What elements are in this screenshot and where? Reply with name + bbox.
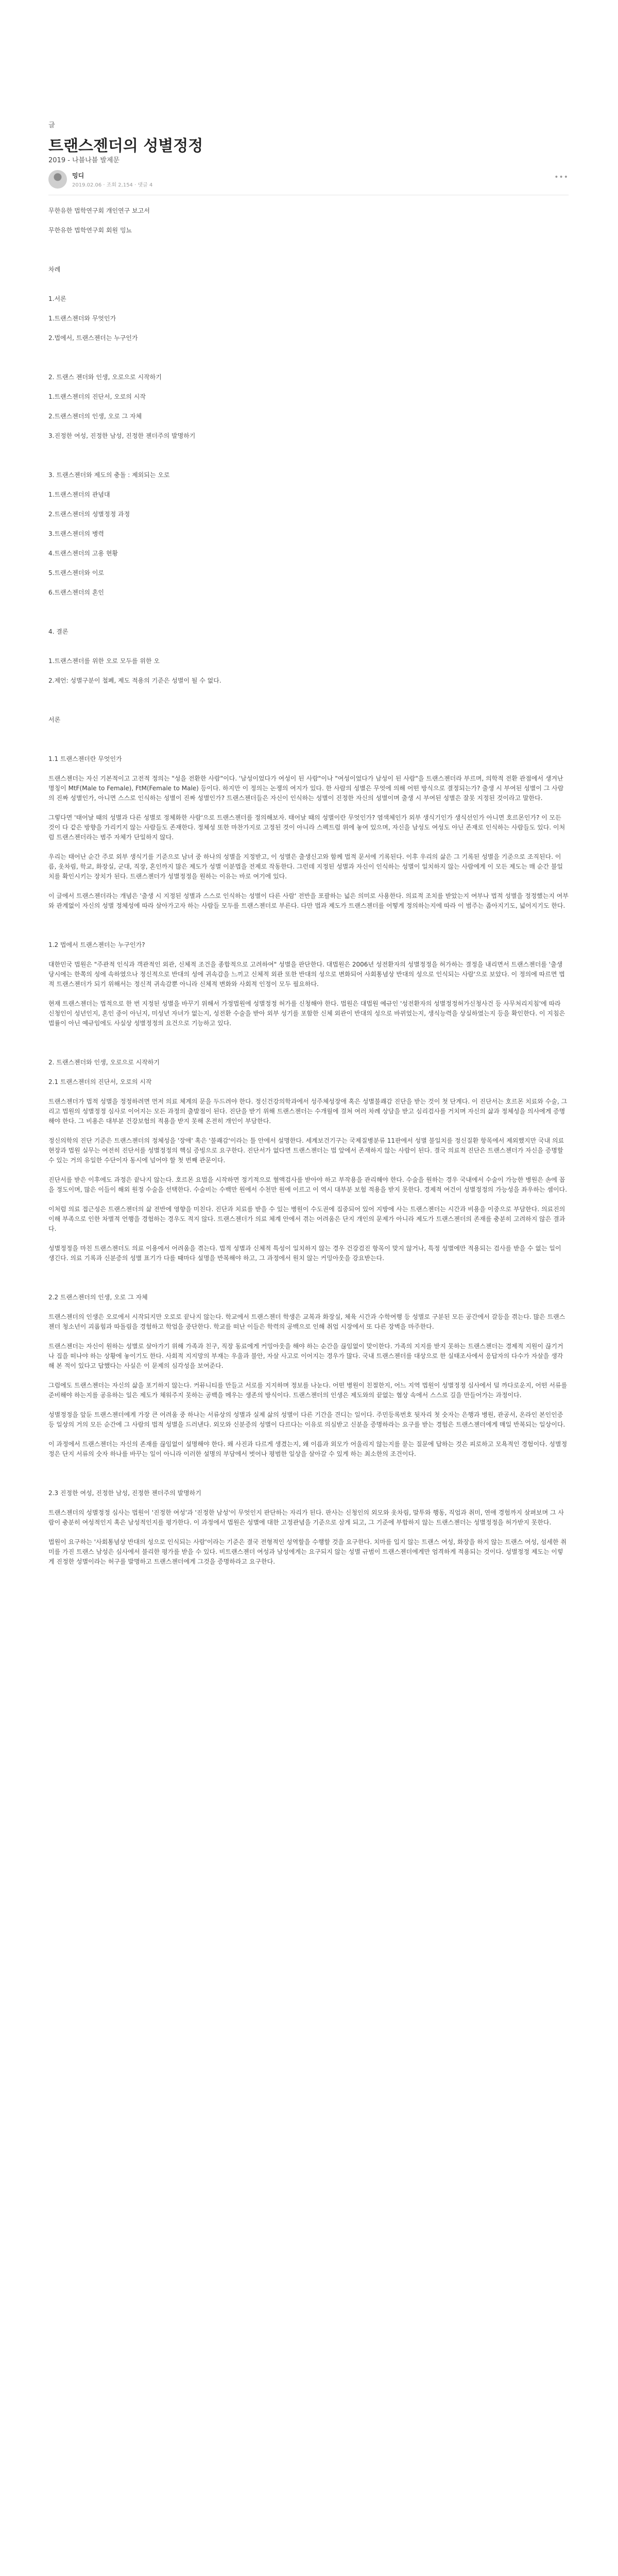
paragraph: 트랜스젠더가 법적 성별을 정정하려면 먼저 의료 체계의 문을 두드려야 한다. 정신건강의학과에서 성주체성장애 혹은 성별불쾌감 진단을 받는 것이 첫 단계다. 이 진단서는 호르몬 치료와 수술, 그리고 법원의 성별정정 심사로 이어지는 모든 과정의 출발점이 된다. 진단을 받기 위해 트랜스젠더는 수개월에 걸쳐 여러 차례 상담을 받고 심리검사를 거치며 자신의 삶과 정체성을 의사에게 증명해야 한다. 그 비용은 대부분 건강보험의 적용을 받지 못해 온전히 개인이 부담한다. <box>48 1098 568 1125</box>
post-title: 트랜스젠더의 성별정정 <box>48 137 203 155</box>
toc-item: 4.트랜스젠더의 고용 현황 <box>48 550 118 557</box>
paragraph: 우리는 태어난 순간 주로 외부 생식기를 기준으로 남녀 중 하나의 성별을 지정받고, 이 성별은 출생신고와 함께 법적 문서에 기록된다. 이후 우리의 삶은 그 기록된 성별을 기준으로 조직된다. 이름, 옷차림, 학교, 화장실, 군대, 직장, 혼인까지 많은 제도가 성별 이분법을 전제로 작동한다. 그런데 지정된 성별과 자신이 인식하는 성별이 일치하지 않는 사람에게 이 모든 제도는 매 순간 불일치를 확인시키는 장치가 된다. 트랜스젠더가 성별정정을 원하는 이유는 바로 여기에 있다. <box>48 853 563 880</box>
toc-item: 2.트랜스젠더의 성별정정 과정 <box>48 511 130 518</box>
post-category[interactable]: 글 <box>48 122 55 129</box>
toc-item: 1.트랜스젠더의 관념대 <box>48 491 110 498</box>
paragraph: 그럼에도 트랜스젠더는 자신의 삶을 포기하지 않는다. 커뮤니티를 만들고 서로를 지지하며 정보를 나눈다. 어떤 병원이 친절한지, 어느 지역 법원이 성별정정 심사에서 덜 까다로운지, 어떤 서류를 준비해야 하는지를 공유하는 일은 제도가 채워주지 못하는 공백을 메우는 생존의 방식이다. 트랜스젠더의 인생은 제도와의 끝없는 협상 속에서 스스로 길을 만들어가는 과정이다. <box>48 1382 568 1399</box>
paragraph: 이 과정에서 트랜스젠더는 자신의 존재를 끊임없이 설명해야 한다. 왜 사진과 다르게 생겼는지, 왜 이름과 외모가 어울리지 않는지를 묻는 질문에 답하는 것은 피로하고 모욕적인 경험이다. 성별정정은 단지 서류의 숫자 하나를 바꾸는 일이 아니라 이러한 설명의 부담에서 벗어나 평범한 일상을 살아갈 수 있게 하는 최소한의 조건이다. <box>48 1440 568 1458</box>
toc-group-title: 2. 트랜스 젠더와 인생, 오로으로 시작하기 <box>48 374 162 381</box>
more-options-icon[interactable]: ••• <box>554 173 569 181</box>
post-subtitle: 2019 - 나블나블 발제문 <box>48 157 120 164</box>
toc-item: 3.트랜스젠더의 병력 <box>48 530 105 537</box>
post-meta: 2019.02.06 · 조회 2,154 · 댓글 4 <box>72 182 153 188</box>
subsection-heading: 2.1 트랜스젠더의 진단서, 오로의 시작 <box>48 1078 152 1086</box>
toc-item: 6.트랜스젠더의 혼인 <box>48 589 105 596</box>
toc-group-title: 4. 결론 <box>48 628 68 635</box>
paragraph: 성별정정을 마친 트랜스젠더도 의료 이용에서 어려움을 겪는다. 법적 성별과 신체적 특성이 일치하지 않는 경우 건강검진 항목이 맞지 않거나, 특정 성별에만 적용되는 검사를 받을 수 없는 일이 생긴다. 의료 기록과 신분증의 성별 표기가 다를 때마다 설명을 반복해야 하고, 그 과정에서 원치 않는 커밍아웃을 강요받는다. <box>48 1245 561 1262</box>
paragraph: 이 글에서 트랜스젠더라는 개념은 '출생 시 지정된 성별과 스스로 인식하는 성별이 다른 사람' 전반을 포괄하는 넓은 의미로 사용한다. 의료적 조치를 받았는지 여부나 법적 성별을 정정했는지 여부와 관계없이 자신의 성별 정체성에 따라 살아가고자 하는 사람들 모두를 트랜스젠더로 부른다. 다만 법과 제도가 트랜스젠더를 어떻게 정의하는지에 따라 이 범주는 좁아지기도, 넓어지기도 한다. <box>48 892 569 909</box>
paragraph: 트랜스젠더는 자신이 원하는 성별로 살아가기 위해 가족과 친구, 직장 동료에게 커밍아웃을 해야 하는 순간을 끊임없이 맞이한다. 가족의 지지를 받지 못하는 트랜스젠더는 경제적 지원이 끊기거나 집을 떠나야 하는 상황에 놓이기도 한다. 사회적 지지망의 부재는 우울과 불안, 자살 사고로 이어지는 경우가 많다. 국내 트랜스젠더를 대상으로 한 실태조사에서 응답자의 다수가 자살을 생각해 본 적이 있다고 답했다는 사실은 이 문제의 심각성을 보여준다. <box>48 1343 563 1369</box>
toc-heading: 차례 <box>48 266 61 273</box>
section-heading: 2. 트랜스젠더와 인생, 오로으로 시작하기 <box>48 1059 160 1066</box>
toc-item: 1.트랜스젠더의 진단서, 오로의 시작 <box>48 393 146 400</box>
avatar[interactable] <box>48 170 67 189</box>
intro-line: 무한유한 법학연구회 개인연구 보고서 <box>48 207 150 214</box>
toc-item: 2.트랜스젠더의 인생, 오로 그 자체 <box>48 413 142 420</box>
paragraph: 그렇다면 '태어날 때의 성별과 다른 성별로 정체화한 사람'으로 트랜스젠더를 정의해보자. 태어날 때의 성별이란 무엇인가? 염색체인가 외부 생식기인가 생식선인가 아니면 호르몬인가? 이 모든 것이 다 같은 방향을 가리키지 않는 사람들도 존재한다. 정체성 또한 마찬가지로 고정된 것이 아니라 스펙트럼 위에 놓여 있으며, 자신을 남성도 여성도 아닌 존재로 인식하는 사람들도 있다. 이처럼 트랜스젠더라는 범주 자체가 단일하지 않다. <box>48 814 565 841</box>
toc-item: 5.트랜스젠더와 이로 <box>48 569 105 577</box>
section-heading: 서론 <box>48 716 61 723</box>
paragraph: 이처럼 의료 접근성은 트랜스젠더의 삶 전반에 영향을 미친다. 진단과 치료를 받을 수 있는 병원이 수도권에 집중되어 있어 지방에 사는 트랜스젠더는 시간과 비용을 이중으로 부담한다. 의료진의 이해 부족으로 인한 차별적 언행을 경험하는 경우도 적지 않다. 트랜스젠더가 의료 체계 안에서 겪는 어려움은 단지 개인의 문제가 아니라 제도가 트랜스젠더의 존재를 충분히 고려하지 않은 결과다. <box>48 1206 565 1232</box>
author-name[interactable]: 밍디 <box>72 172 84 179</box>
subsection-heading: 1.2 법에서 트랜스젠더는 누구인가? <box>48 941 145 948</box>
paragraph: 정신의학의 진단 기준은 트랜스젠더의 정체성을 '장애' 혹은 '불쾌감'이라는 틀 안에서 설명한다. 세계보건기구는 국제질병분류 11판에서 성별 불일치를 정신질환 항목에서 제외했지만 국내 의료 현장과 법원 실무는 여전히 진단서를 성별정정의 핵심 증빙으로 요구한다. 진단서가 없다면 트랜스젠더는 법 앞에서 존재하지 않는 사람이 된다. 결국 의료적 진단은 트랜스젠더가 자신을 증명할 수 있는 거의 유일한 수단이자 동시에 넘어야 할 첫 번째 관문이다. <box>48 1137 564 1164</box>
toc-item: 3.진정한 여성, 진정한 남성, 진정한 젠더주의 발명하기 <box>48 432 196 439</box>
toc-group-title: 1.서론 <box>48 295 66 302</box>
paragraph: 대한민국 법원은 "주관적 인식과 객관적인 외관, 신체적 조건을 종합적으로 고려하여" 성별을 판단한다. 대법원은 2006년 성전환자의 성별정정을 허가하는 결정을 내리면서 트랜스젠더를 '출생 당시에는 한쪽의 성에 속하였으나 정신적으로 반대의 성에 귀속감을 느끼고 신체적 외관 또한 반대의 성으로 변화되어 사회통념상 반대의 성으로 인식되는 사람'으로 보았다. 이 정의에 따르면 법적 트랜스젠더가 되기 위해서는 정신적 귀속감뿐 아니라 신체적 변화와 사회적 인정이 모두 필요하다. <box>48 961 565 988</box>
toc-group-title: 3. 트랜스젠더와 제도의 충돌 : 제외되는 오로 <box>48 471 170 479</box>
intro-line: 무한유한 법학연구회 회원 밍뇨 <box>48 227 132 234</box>
toc-item: 1.트랜스젠더를 위한 오로 모두를 위한 오 <box>48 657 160 665</box>
toc-item: 1.트랜스젠더와 무엇인가 <box>48 315 116 322</box>
paragraph: 성별정정을 앞둔 트랜스젠더에게 가장 큰 어려움 중 하나는 서류상의 성별과 실제 삶의 성별이 다른 기간을 견디는 일이다. 주민등록번호 뒷자리 첫 숫자는 은행과 병원, 관공서, 온라인 본인인증 등 일상의 거의 모든 순간에 그 사람의 법적 성별을 드러낸다. 외모와 신분증의 성별이 다르다는 이유로 의심받고 신분을 증명하라는 요구를 받는 경험은 트랜스젠더에게 매일 반복되는 일상이다. <box>48 1411 565 1428</box>
paragraph: 트랜스젠더의 성별정정 심사는 법원이 '진정한 여성'과 '진정한 남성'이 무엇인지 판단하는 자리가 된다. 판사는 신청인의 외모와 옷차림, 말투와 행동, 직업과 취미, 연애 경험까지 살펴보며 그 사람이 충분히 여성적인지 혹은 남성적인지를 평가한다. 이 과정에서 법원은 성별에 대한 고정관념을 기준으로 삼게 되고, 그 기준에 부합하지 않는 트랜스젠더는 성별정정을 허가받지 못한다. <box>48 1509 564 1526</box>
paragraph: 트랜스젠더의 인생은 오로에서 시작되지만 오로로 끝나지 않는다. 학교에서 트랜스젠더 학생은 교복과 화장실, 체육 시간과 수학여행 등 성별로 구분된 모든 공간에서 갈등을 겪는다. 많은 트랜스젠더 청소년이 괴롭힘과 따돌림을 경험하고 학업을 중단한다. 학교를 떠난 이들은 학력의 공백으로 인해 취업 시장에서 또 다른 장벽을 마주한다. <box>48 1313 565 1330</box>
subsection-heading: 2.3 진정한 여성, 진정한 남성, 진정한 젠더주의 발명하기 <box>48 1489 201 1497</box>
paragraph: 트랜스젠더는 자신 기본적이고 고전적 정의는 "성을 전환한 사람"이다. '남성이었다가 여성이 된 사람"이나 "여성이었다가 남성이 된 사람"을 트랜스젠더라 부르며, 의학적 전환 관점에서 생겨난 명칭이 MtF(Male to Female), FtM(Female to Male) 등이다. 하지만 이 정의는 논쟁의 여지가 있다. 한 사람의 성별은 무엇에 의해 어떤 방식으로 결정되는가? 출생 시 부여된 성별이 그 사람의 진짜 성별인가, 아니면 스스로 인식하는 성별이 진짜 성별인가? 트랜스젠더들은 자신이 인식하는 성별이 진정한 자신의 성별이며 출생 시 부여된 성별은 잘못 지정된 것이라고 말한다. <box>48 775 564 802</box>
post-body <box>48 206 569 1567</box>
toc-item: 2.법에서, 트랜스젠더는 누구인가 <box>48 334 138 342</box>
subsection-heading: 1.1 트랜스젠더란 무엇인가 <box>48 755 122 762</box>
paragraph: 현재 트랜스젠더는 법적으로 한 번 지정된 성별을 바꾸기 위해서 가정법원에 성별정정 허가를 신청해야 한다. 법원은 대법원 예규인 '성전환자의 성별정정허가신청사건 등 사무처리지침'에 따라 신청인이 성년인지, 혼인 중이 아닌지, 미성년 자녀가 없는지, 성전환 수술을 받아 외부 성기를 포함한 신체 외관이 반대의 성으로 바뀌었는지, 생식능력을 상실하였는지 등을 확인한다. 이 지침은 법률이 아닌 예규임에도 사실상 성별정정의 요건으로 기능하고 있다. <box>48 1000 565 1027</box>
paragraph: 법원이 요구하는 '사회통념상 반대의 성으로 인식되는 사람'이라는 기준은 결국 전형적인 성역할을 수행할 것을 요구한다. 치마를 입지 않는 트랜스 여성, 화장을 하지 않는 트랜스 여성, 섬세한 취미를 가진 트랜스 남성은 심사에서 불리한 평가를 받을 수 있다. 비트랜스젠더 여성과 남성에게는 요구되지 않는 성별 규범이 트랜스젠더에게만 엄격하게 적용되는 것이다. 성별정정 제도는 이렇게 진정한 성별이라는 허구를 발명하고 트랜스젠더에게 그것을 증명하라고 요구한다. <box>48 1538 566 1565</box>
paragraph: 진단서를 받은 이후에도 과정은 끝나지 않는다. 호르몬 요법을 시작하면 정기적으로 혈액검사를 받아야 하고 부작용을 관리해야 한다. 수술을 원하는 경우 국내에서 수술이 가능한 병원은 손에 꼽을 정도이며, 많은 이들이 해외 원정 수술을 선택한다. 수술비는 수백만 원에서 수천만 원에 이르고 이 역시 대부분 보험 적용을 받지 못한다. 경제적 여건이 성별정정의 가능성을 좌우하는 셈이다. <box>48 1176 568 1193</box>
toc-item: 2.제언: 성별구분이 철폐, 제도 적용의 기준은 성별이 될 수 없다. <box>48 677 221 684</box>
subsection-heading: 2.2 트랜스젠더의 인생, 오로 그 자체 <box>48 1294 148 1301</box>
author-row <box>48 168 569 192</box>
